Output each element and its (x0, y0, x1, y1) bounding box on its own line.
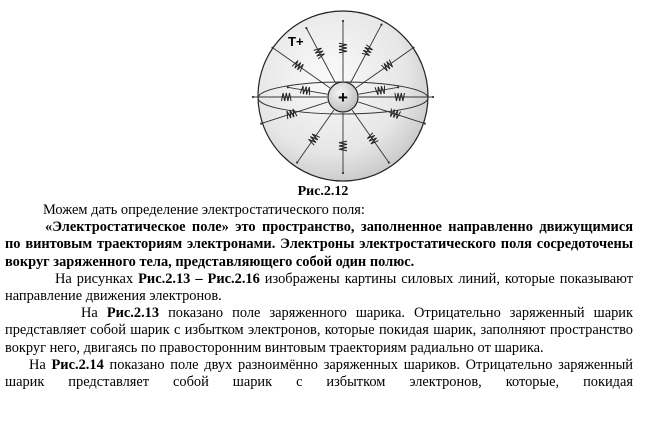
field-line-end (432, 96, 434, 98)
paragraph-fig-2-14 (5, 357, 633, 391)
paragraph-definition-intro: Можем дать определение электростатического поля: (43, 202, 365, 218)
field-line-end (271, 47, 273, 49)
field-line-end (260, 122, 262, 124)
t-plus-label: T+ (288, 34, 304, 49)
text-span: показано поле двух разноимённо заряженных шариков. Отрицательно заряженный шарик представляет собой шарик с избытком электронов, которые, покидая (5, 356, 633, 391)
figure-ref: Рис.2.13 (106, 305, 160, 322)
ball-plus-sign: + (338, 88, 348, 107)
paragraph-fig-2-13 (5, 305, 633, 357)
field-line-end (252, 96, 254, 98)
field-line-end (342, 172, 344, 174)
figure-ref: Рис.2.13 – Рис.2.16 (138, 270, 260, 287)
field-line-end (296, 161, 298, 163)
definition-bold-text: «Электростатическое поле» это пространство, заполненное направленно движущимися по винтовым траекториям электронами. Электроны электростатического поля сосредоточены вокруг заряженного тела, представляющего собой один полюс. (5, 219, 633, 270)
document-body (5, 202, 633, 391)
text-span: На (81, 305, 107, 322)
field-line-end (397, 86, 399, 88)
text-span: изображены картины силовых линий, которые показывают направление движения электронов. (5, 270, 633, 305)
field-line-end (305, 27, 307, 29)
field-line-end (424, 122, 426, 124)
paragraph-figures-intro (5, 271, 633, 305)
field-line-end (342, 20, 344, 22)
field-line-end (388, 161, 390, 163)
electrostatic-field-diagram (250, 2, 436, 182)
figure-ref: Рис.2.14 (51, 356, 104, 373)
field-line-end (380, 23, 382, 25)
paragraph-definition (5, 219, 633, 271)
field-line-end (412, 47, 414, 49)
text-span: На рисунках (55, 270, 139, 287)
field-line-end (287, 86, 289, 88)
figure-caption: Рис.2.12 (297, 184, 349, 199)
text-span: показано поле заряженного шарика. Отрицательно заряженный шарик представляет собой шарик с избытком электронов, которые покидая шарик, заполняют пространство вокруг него, двигаясь по правосторонним винтовым траекториям радиально от шарика. (5, 305, 633, 356)
text-span: На (29, 356, 52, 373)
